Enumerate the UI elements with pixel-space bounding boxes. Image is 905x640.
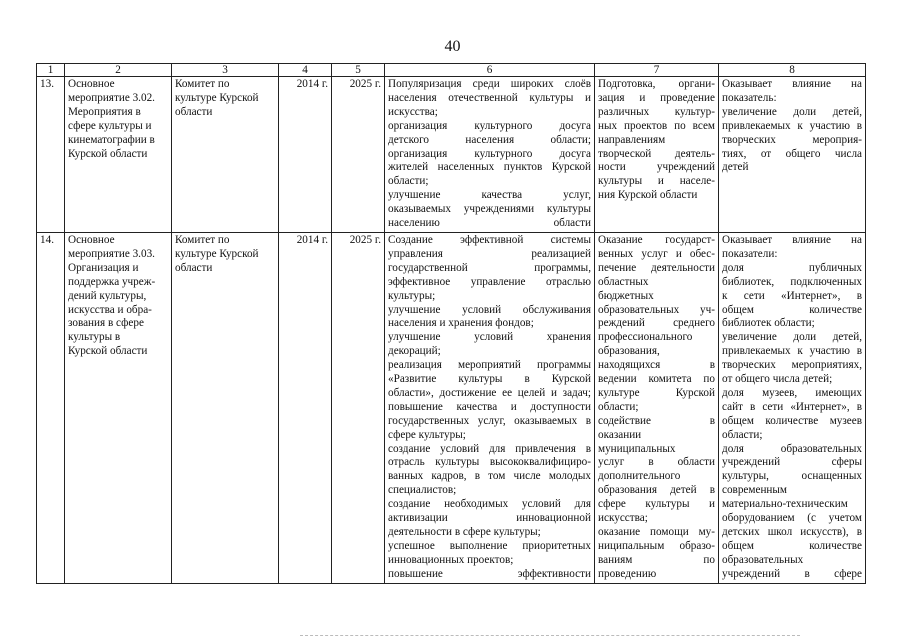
text-line: доля музеев, имеющих [722, 386, 862, 399]
influence-cell [719, 77, 866, 233]
text-line: области», достижение ее целей и задач; [388, 386, 591, 399]
text-line: детских школ искусств), в [722, 526, 862, 538]
text-line: направлениям [598, 133, 666, 146]
text-line: отрасль культуры высококвалифициро- [388, 456, 591, 469]
scan-edge-line [300, 635, 800, 637]
text-line: показатели: [722, 247, 778, 260]
text-line: специалистов; [388, 484, 457, 497]
text-line: культуре Курской [175, 247, 259, 260]
text-line: образования детей в [598, 484, 715, 497]
text-line: сайт в сети «Интернет», в [722, 400, 862, 413]
text-line: увеличение доли детей, [722, 105, 862, 118]
text-line: учреждений в сфере [722, 567, 862, 580]
text-line: сфере культуры и [598, 498, 715, 511]
program-events-table [36, 63, 866, 584]
links-cell [595, 232, 719, 583]
text-line: ваниям по [598, 553, 715, 566]
text-line: творческой деятель- [598, 147, 715, 160]
text-line: Оказывает влияние на [722, 233, 862, 246]
text-line: населению области [388, 217, 591, 230]
text-line: учреждений сферы [722, 456, 862, 469]
text-line: реждений среднего [598, 317, 715, 330]
text-line: сфере культуры и [68, 119, 152, 132]
text-line: реализация мероприятий программы [388, 359, 591, 372]
text-line: культуре Курской [175, 91, 259, 104]
text-line: сфере культуры; [388, 428, 466, 441]
text-line: библиотек, подключенных [722, 275, 862, 288]
text-line: печение деятельности [598, 261, 715, 274]
text-line: областных [598, 275, 649, 288]
column-number: 6 [385, 64, 595, 77]
text-line: зация и проведение [598, 91, 715, 104]
text-line: образовательных уч- [598, 303, 715, 316]
text-line: Подготовка, органи- [598, 78, 715, 90]
text-line: ности учреждений [598, 161, 715, 174]
text-line: деятельности в сфере культуры; [388, 526, 541, 538]
text-line: государственных услуг, оказываемых в [388, 414, 591, 427]
page-number: 40 [444, 38, 461, 55]
links-cell [595, 77, 719, 233]
column-number: 1 [37, 64, 65, 77]
text-line: создание необходимых условий для [388, 498, 591, 511]
text-line: организация культурного досуга [388, 147, 591, 160]
text-line: улучшение качества услуг, [388, 189, 591, 202]
text-line: улучшение условий обслуживания [388, 303, 591, 316]
start-year-cell: 2014 г. [279, 77, 332, 233]
text-line: профессионального [598, 331, 693, 344]
text-line: области [175, 105, 213, 118]
text-line: образования, [598, 345, 660, 358]
text-line: общем количестве [722, 303, 862, 316]
text-line: поддержка учреж- [68, 275, 156, 288]
text-line: населения и хранения фондов; [388, 317, 534, 330]
text-line: культуры и населе- [598, 175, 715, 188]
text-line: организация культурного досуга [388, 119, 591, 132]
text-line: творческих мероприя- [722, 133, 862, 146]
text-line: бюджетных [598, 289, 654, 302]
expected-results-cell [385, 232, 595, 583]
text-line: искусства; [388, 105, 438, 118]
text-line: общем количестве музеев [722, 414, 862, 427]
text-line: Курской области [68, 345, 148, 358]
column-number: 8 [719, 64, 866, 77]
column-number: 2 [65, 64, 172, 77]
text-line: культуре Курской [598, 386, 715, 399]
text-line: Комитет по [175, 78, 230, 90]
text-line: повышение эффективности [388, 567, 591, 580]
text-line: инновационных проектов; [388, 553, 514, 566]
text-line: оказании [598, 428, 642, 441]
text-line: различных культур- [598, 105, 715, 118]
text-line: жителей населенных пунктов Курской [388, 161, 591, 174]
table-row [37, 77, 866, 233]
column-number: 7 [595, 64, 719, 77]
expected-results-cell [385, 77, 595, 233]
text-line: привлекаемых к участию в [722, 345, 862, 358]
text-line: доля публичных [722, 261, 862, 274]
table-row [37, 232, 866, 583]
event-name-cell [65, 77, 172, 233]
text-line: эффективное управление отраслью [388, 275, 591, 288]
text-line: увеличение доли детей, [722, 331, 862, 344]
text-line: культуры, оснащенных [722, 470, 862, 483]
text-line: улучшение условий хранения [388, 331, 591, 344]
text-line: культуры в [68, 331, 121, 344]
text-line: библиотек области; [722, 317, 815, 330]
text-line: показатель: [722, 91, 777, 104]
text-line: мероприятие 3.03. [68, 247, 155, 260]
text-line: культуры; [388, 289, 436, 302]
text-line: привлекаемых к участию в [722, 119, 862, 132]
text-line: Комитет по [175, 233, 230, 246]
end-year-cell: 2025 г. [332, 77, 385, 233]
text-line: венных услуг и обес- [598, 247, 715, 260]
text-line: кинематографии в [68, 133, 155, 146]
text-line: Популяризация среди широких слоёв [388, 78, 591, 90]
text-line: области; [388, 175, 429, 188]
text-line: Мероприятия в [68, 105, 141, 118]
text-line: муниципальных [598, 442, 676, 455]
text-line: Оказывает влияние на [722, 78, 862, 90]
text-line: области [175, 261, 213, 274]
text-line: оказываемых учреждениями культуры [388, 203, 591, 216]
text-line: от общего числа детей; [722, 373, 833, 386]
text-line: населения отечественной культуры и [388, 91, 591, 104]
text-line: дополнительного [598, 470, 681, 483]
end-year-cell: 2025 г. [332, 232, 385, 583]
row-number-cell: 14. [37, 232, 65, 583]
text-line: ведении комитета по [598, 373, 715, 386]
text-line: современным [722, 484, 788, 497]
influence-cell [719, 232, 866, 583]
column-number-row [37, 64, 866, 77]
text-line: творческих мероприятиях, [722, 359, 862, 372]
text-line: Курской области [68, 147, 148, 160]
column-number: 5 [332, 64, 385, 77]
text-line: детей [722, 161, 749, 174]
text-line: тиях, от общего числа [722, 147, 862, 160]
text-line: ниципальным образо- [598, 539, 715, 552]
text-line: услуг в области [598, 456, 715, 469]
start-year-cell: 2014 г. [279, 232, 332, 583]
text-line: декораций; [388, 345, 441, 358]
text-line: области; [722, 428, 763, 441]
text-line: «Развитие культуры в Курской [388, 373, 591, 386]
text-line: управления реализацией [388, 247, 591, 260]
text-line: ния Курской области [598, 189, 698, 202]
text-line: искусства; [598, 512, 648, 525]
text-line: оборудованием (с учетом [722, 512, 862, 525]
text-line: области; [598, 400, 639, 413]
text-line: мероприятие 3.02. [68, 91, 155, 104]
text-line: создание условий для привлечения в [388, 442, 591, 455]
executor-cell [172, 232, 279, 583]
text-line: ванных кадров, в том числе молодых [388, 470, 591, 483]
text-line: проведению [598, 567, 657, 580]
text-line: Организация и [68, 261, 139, 274]
text-line: материально-техническим [722, 498, 848, 511]
text-line: оказание помощи му- [598, 526, 715, 538]
text-line: дений культуры, [68, 289, 147, 302]
text-line: находящихся в [598, 359, 715, 372]
text-line: успешное выполнение приоритетных [388, 539, 591, 552]
text-line: содействие в [598, 414, 715, 427]
text-line: Основное [68, 233, 115, 246]
text-line: государственной программы, [388, 261, 591, 274]
text-line: зования в сфере [68, 317, 144, 330]
text-line: Создание эффективной системы [388, 233, 591, 246]
text-line: общем количестве [722, 539, 862, 552]
text-line: к сети «Интернет», в [722, 289, 862, 302]
text-line: ных проектов по всем [598, 119, 715, 132]
text-line: образовательных [722, 553, 804, 566]
column-number: 4 [279, 64, 332, 77]
text-line: искусства и обра- [68, 303, 152, 316]
text-line: детского населения области; [388, 133, 591, 146]
text-line: Оказание государст- [598, 233, 715, 246]
text-line: активизации инновационной [388, 512, 591, 525]
executor-cell [172, 77, 279, 233]
row-number-cell: 13. [37, 77, 65, 233]
text-line: повышение качества и доступности [388, 400, 591, 413]
column-number: 3 [172, 64, 279, 77]
event-name-cell [65, 232, 172, 583]
text-line: Основное [68, 78, 115, 90]
text-line: доля образовательных [722, 442, 862, 455]
